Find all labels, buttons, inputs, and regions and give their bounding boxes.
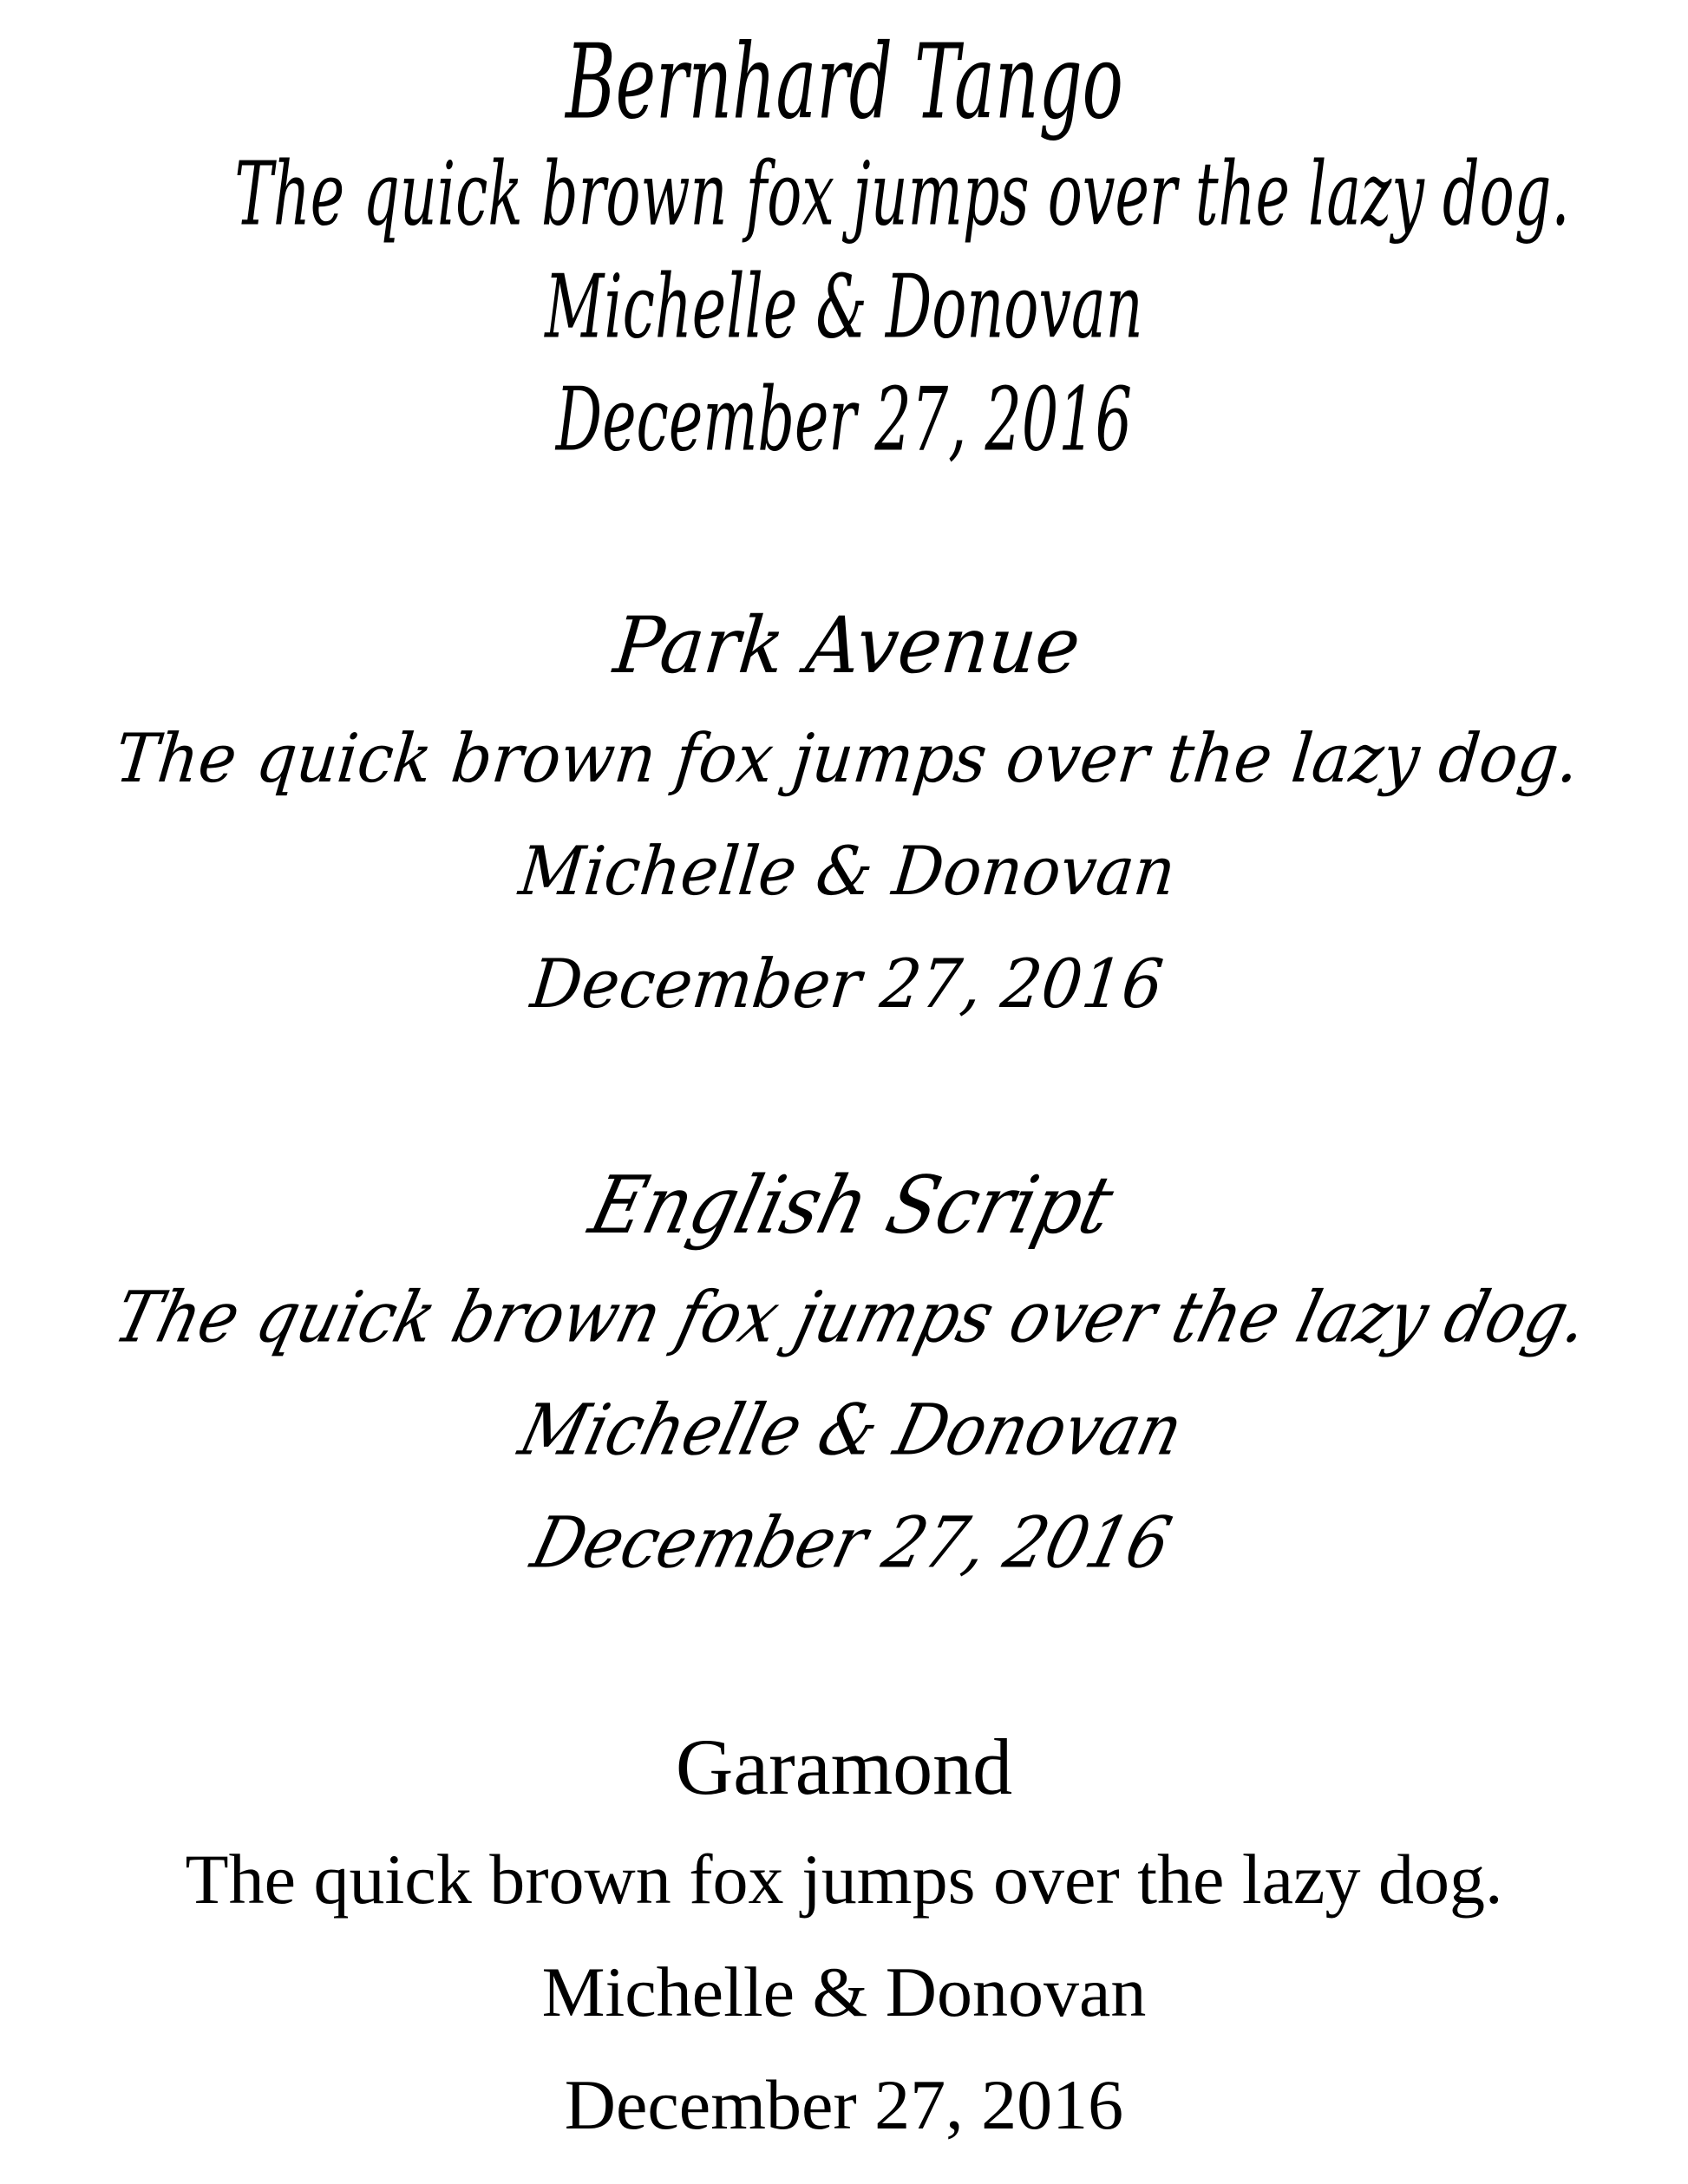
names-line <box>0 815 1688 928</box>
names-text: Michelle & Donovan <box>512 1390 1191 1472</box>
pangram-line <box>0 1823 1688 1936</box>
names-line <box>0 1936 1688 2049</box>
font-name-text: Bernhard Tango <box>565 22 1123 142</box>
names-text: Michelle & Donovan <box>541 1952 1147 2031</box>
font-sample-section-english-script <box>0 1150 1688 1601</box>
pangram-line <box>0 703 1688 815</box>
font-name-text: Garamond <box>675 1723 1013 1811</box>
pangram-text: The quick brown fox jumps over the lazy dog. <box>111 718 1583 798</box>
date-line <box>0 2049 1688 2161</box>
pangram-text: The quick brown fox jumps over the lazy dog. <box>185 1840 1503 1919</box>
pangram-line <box>0 1263 1688 1376</box>
names-text: Michelle & Donovan <box>515 831 1179 911</box>
date-text: December 27, 2016 <box>555 369 1133 472</box>
pangram-line <box>0 142 1688 255</box>
pangram-text: The quick brown fox jumps over the lazy dog. <box>106 1277 1597 1359</box>
font-name-title <box>0 1710 1688 1823</box>
names-text: Michelle & Donovan <box>545 256 1143 359</box>
date-text: December 27, 2016 <box>524 1502 1179 1585</box>
font-name-text: Park Avenue <box>610 599 1085 691</box>
font-sample-section-bernhard-tango <box>0 22 1688 481</box>
font-sample-section-garamond <box>0 1710 1688 2161</box>
font-name-title <box>0 22 1688 142</box>
font-sample-section-park-avenue <box>0 590 1688 1041</box>
font-name-text: English Script <box>580 1158 1122 1252</box>
date-line <box>0 1488 1688 1601</box>
date-line <box>0 928 1688 1041</box>
names-line <box>0 1376 1688 1488</box>
font-name-title <box>0 1150 1688 1263</box>
date-text: December 27, 2016 <box>527 944 1168 1023</box>
font-name-title <box>0 590 1688 703</box>
names-line <box>0 255 1688 368</box>
date-text: December 27, 2016 <box>564 2065 1124 2144</box>
date-line <box>0 368 1688 481</box>
pangram-text: The quick brown fox jumps over the lazy dog. <box>234 143 1570 246</box>
